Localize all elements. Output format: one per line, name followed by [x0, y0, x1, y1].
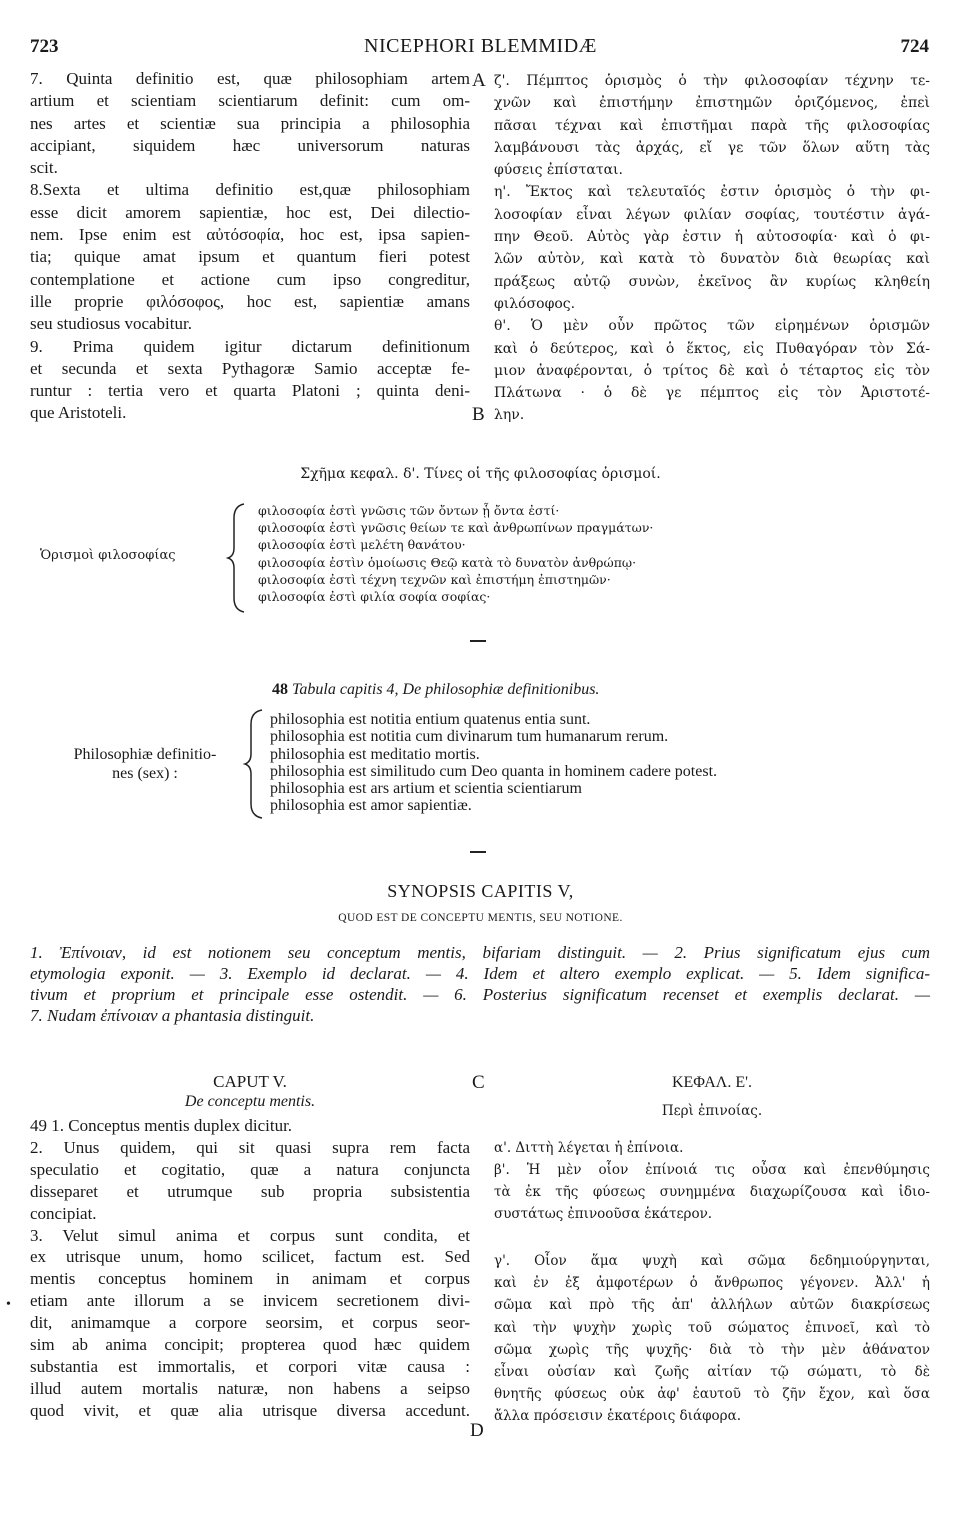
latin-table-brace: [242, 708, 266, 820]
running-title: NICEPHORI BLEMMIDÆ: [364, 35, 597, 57]
latin-line: artium et scientiam scientiarum definit: cum om-: [30, 91, 470, 111]
greek-line: η'. Ἔκτος καὶ τελευταῖός ἐστιν ὁρισμὸς ὁ τὴν φι-: [494, 184, 930, 201]
greek-line: πᾶσαι τέχναι καὶ ἐπιστῆμαι παρὰ τῆς φιλοσοφίας: [494, 117, 930, 134]
latin-table-item: philosophia est meditatio mortis.: [270, 745, 480, 763]
latin-line: 8.Sexta et ultima definitio est,quæ philosophiam: [30, 180, 470, 200]
latin-line: ille proprie φιλόσοφος, hoc est, sapientiæ amans: [30, 291, 470, 311]
synopsis-line: 7. Nudam ἐπίνοιαν a phantasia distinguit.: [30, 1006, 315, 1025]
latin-line: concipiat.: [30, 1203, 97, 1223]
greek-line: τὰ ἐκ τῆς φύσεως συνημμένα διαχωρίζουσα καὶ ἰδιο-: [494, 1184, 930, 1200]
margin-letter-a: A: [472, 70, 486, 91]
latin-line: tia; quique amat ipsum et quantum fieri potest: [30, 247, 470, 267]
greek-line: πράξεως αὐτῷ συνὼν, ἐκεῖνος ἂν κυρίως κληθείη: [494, 273, 930, 290]
latin-table-item: philosophia est similitudo cum Deo quanta in hominem cadere potest.: [270, 762, 718, 780]
latin-table-label-line: nes (sex) :: [112, 765, 178, 782]
latin-line: que Aristoteli.: [30, 403, 127, 423]
latin-line: speculatio et cogitatio, quæ a natura conjuncta: [30, 1159, 470, 1179]
margin-bullet: •: [6, 1297, 11, 1312]
latin-line: dit, animamque a corpore seorsim, et corpus seor-: [30, 1313, 470, 1333]
left-page-number: 723: [30, 36, 59, 57]
greek-table-label: Ὁρισμοὶ φιλοσοφίας: [40, 548, 176, 563]
synopsis-line: etymologia exponit. — 3. Exemplo id declarat. — 4. Idem et altero exemplo explicat. — 5. Idem significa-: [30, 964, 930, 983]
latin-line: 3. Velut simul anima et corpus sunt condita, et: [30, 1225, 470, 1245]
greek-line: εἶναι οὐσίαν καὶ ζωῆς αἰτίαν τῷ σώματι, τὸ δὲ: [494, 1364, 930, 1381]
greek-line: καὶ τὴν ψυχὴν χωρὶς τοῦ σώματος ἐπινοεῖ, καὶ τὸ: [494, 1319, 930, 1336]
latin-table-item: philosophia est ars artium et scientia scientiarum: [270, 780, 582, 798]
greek-table-title: Σχῆμα κεφαλ. δ'. Τίνες οἱ τῆς φιλοσοφίας ὁρισμοί.: [300, 466, 661, 482]
greek-line: σῶμα χωρὶς τῆς ψυχῆς· διὰ τὸ τὴν μὲν ἀθάνατον: [494, 1341, 930, 1358]
latin-table-heading: [272, 681, 599, 699]
latin-line: disseparet et utrumque sub propria subsistentia: [30, 1181, 470, 1201]
synopsis-title: SYNOPSIS CAPITIS V,: [387, 881, 574, 901]
caput-latin-title: CAPUT V.: [213, 1072, 287, 1091]
latin-table-item: philosophia est notitia entium quatenus entia sunt.: [270, 711, 591, 728]
margin-letter-b: B: [472, 404, 485, 425]
latin-line: seu studiosus vocabitur.: [30, 314, 192, 334]
greek-line: θ'. Ὁ μὲν οὖν πρῶτος τῶν εἰρημένων ὁρισμῶν: [494, 318, 930, 335]
latin-table-items: [270, 711, 717, 815]
latin-line: mentis conceptus hominem in animam et corpus: [30, 1269, 470, 1289]
latin-line: nem. Ipse enim est αὐτόσοφία, hoc est, ipsa sapien-: [30, 225, 470, 245]
latin-table-item: philosophia est amor sapientiæ.: [270, 797, 472, 815]
greek-line: φύσεις ἐπίσταται.: [494, 162, 624, 179]
caput-greek-subtitle: Περὶ ἐπινοίας.: [661, 1103, 763, 1119]
margin-letter-d: D: [470, 1420, 484, 1441]
latin-line: substantia est immortalis, et corpori vitæ causa :: [30, 1356, 470, 1376]
latin-table-number: 48: [272, 681, 288, 698]
synopsis-line: 1. Ἐπίνοιαν, id est notionem seu conceptum mentis, bifariam distinguit. — 2. Prius significatum ejus cum: [30, 943, 930, 962]
latin-line: 2. Unus quidem, qui sit quasi supra rem facta: [30, 1137, 470, 1157]
greek-line: β'. Ἡ μὲν οἷον ἐπίνοιά τις οὖσα καὶ ἐπενθύμησις: [494, 1162, 930, 1178]
latin-line: illud autem mortalis naturæ, non habens a seipso: [30, 1378, 470, 1398]
synopsis-text: [30, 942, 930, 1026]
synopsis-line: tivum et proprium et principale esse ostendit. — 6. Posterius significatum recenset et exemplis declarat. —: [30, 985, 930, 1004]
greek-line: λοσοφίαν εἶναι λέγων φιλίαν σοφίας, τουτέστιν ἀγά-: [494, 206, 930, 223]
latin-table-title: Tabula capitis 4, De philosophiæ definitionibus.: [292, 681, 600, 698]
greek-line: λην.: [494, 407, 525, 424]
greek-table-item: φιλοσοφία ἐστὶ μελέτη θανάτου·: [258, 537, 466, 553]
latin-line: scit.: [30, 158, 58, 178]
latin-line: 49 1. Conceptus mentis duplex dicitur.: [30, 1116, 293, 1135]
latin-line: sim ab anima concipit; propterea quod hæc quidem: [30, 1335, 470, 1355]
greek-line: καὶ ὁ δεύτερος, καὶ ὁ ἕκτος, εἰς Πυθαγόραν τὸν Σά-: [494, 340, 930, 357]
greek-line: λαμβάνουσι τὰς ἀρχάς, εἴ γε τῶν ὅλων αὕτη τὰς: [494, 139, 930, 156]
greek-line: χνῶν καὶ ἐπιστήμην ἐπιστημῶν ὁριζόμενος, ἐπεὶ: [494, 95, 930, 112]
greek-table-brace: [226, 502, 248, 614]
latin-line: ex utrisque unum, homo scilicet, factum est. Sed: [30, 1247, 470, 1267]
greek-table-items: [258, 502, 653, 605]
latin-column-top: [30, 68, 470, 425]
latin-table-item: philosophia est notitia cum divinarum tum humanarum rerum.: [270, 728, 669, 746]
greek-line: ἄλλα πρόσεισιν ἑκατέροις διάφορα.: [494, 1408, 742, 1425]
latin-line: esse dicit amorem sapientiæ, hoc est, Dei dilectio-: [30, 202, 470, 222]
right-page-number: 724: [900, 36, 929, 57]
greek-column-top: [494, 70, 930, 427]
synopsis-subtitle: QUOD EST DE CONCEPTU MENTIS, SEU NOTIONE.: [338, 912, 623, 924]
section-divider: [470, 851, 486, 853]
latin-line: accipiant, siquidem hæc universorum naturas: [30, 135, 470, 155]
greek-line: Πλάτωνα · ὁ δὲ γε πέμπτος εἰς τὸν Ἀριστοτέ-: [494, 385, 930, 402]
section-divider: [470, 640, 486, 642]
greek-table-item: φιλοσοφία ἐστὶ φιλία σοφία σοφίας·: [258, 589, 491, 605]
latin-line: et secunda et sexta Pythagoræ Samio acceptæ fe-: [30, 358, 470, 378]
margin-letter-c: C: [472, 1072, 485, 1093]
latin-table-label-line: Philosophiæ definitio-: [73, 746, 217, 763]
greek-line: μιον ἀναφέρονται, ὁ τρίτος δὲ καὶ ὁ τέταρτος εἰς τὸν: [494, 362, 930, 379]
greek-line: καὶ ἐν ἐξ ἀμφοτέρων ὁ ἄνθρωπος γέγονεν. Ἀλλ' ἡ: [494, 1275, 930, 1292]
caput-greek-title: ΚΕΦΑΛ. Ε'.: [671, 1074, 753, 1091]
greek-column-bottom-b: [494, 1250, 930, 1428]
latin-line: 7. Quinta definitio est, quæ philosophiam artem: [30, 69, 470, 88]
greek-table-item: φιλοσοφία ἐστὶν ὁμοίωσις Θεῷ κατὰ τὸ δυνατὸν ἀνθρώπῳ·: [258, 554, 637, 570]
greek-line: φιλόσοφος.: [494, 295, 576, 312]
greek-line: λῶν αὐτὸν, καὶ κατὰ τὸ δυνατὸν διὰ θεωρίας καὶ: [494, 251, 930, 268]
latin-line: nes artes et scientiæ sua principia a philosophia: [30, 113, 470, 133]
greek-line: α'. Διττὴ λέγεται ἡ ἐπίνοια.: [494, 1140, 684, 1156]
latin-line: runtur : tertia vero et quarta Platoni ; quinta deni-: [30, 381, 470, 401]
latin-line: etiam ante illorum a se invicem secretionem divi-: [30, 1291, 470, 1311]
caput-latin-subtitle: De conceptu mentis.: [184, 1093, 316, 1110]
greek-column-bottom-a: [494, 1137, 930, 1225]
greek-line: συστάτως ἐπινοοῦσα ἑκάτερον.: [494, 1206, 713, 1222]
latin-line: 9. Prima quidem igitur dictarum definitionum: [30, 336, 470, 356]
latin-table-label: [36, 745, 254, 783]
latin-line: quod vivit, et quæ alia utrisque diversa accedunt.: [30, 1400, 470, 1420]
greek-table-item: φιλοσοφία ἐστὶ τέχνη τεχνῶν καὶ ἐπιστήμη ἐπιστημῶν·: [258, 571, 611, 587]
greek-line: σῶμα καὶ πρὸ τῆς ἀπ' ἀλλήλων αὐτῶν διακρίσεως: [494, 1297, 930, 1314]
greek-line: ζ'. Πέμπτος ὁρισμὸς ὁ τὴν φιλοσοφίαν τέχνην τε-: [494, 73, 930, 89]
latin-line: contemplatione et actione cum ipso congreditur,: [30, 269, 470, 289]
greek-line: γ'. Οἷον ἅμα ψυχὴ καὶ σῶμα δεδημιούργηνται,: [494, 1253, 930, 1269]
latin-column-bottom: [30, 1115, 470, 1422]
greek-table-item: φιλοσοφία ἐστὶ γνῶσις θείων τε καὶ ἀνθρωπίνων πραγμάτων·: [258, 520, 654, 536]
greek-table-item: φιλοσοφία ἐστὶ γνῶσις τῶν ὄντων ᾗ ὄντα ἐστί·: [258, 503, 560, 518]
greek-line: πην Θεοῦ. Αὐτὸς γὰρ ἐστιν ἡ αὐτοσοφία· καὶ ὁ φι-: [494, 229, 930, 246]
greek-line: θνητῆς φύσεως οὐκ ἀφ' ἑαυτοῦ τὸ ζῆν ἔχον, καὶ ὅσα: [494, 1386, 930, 1403]
